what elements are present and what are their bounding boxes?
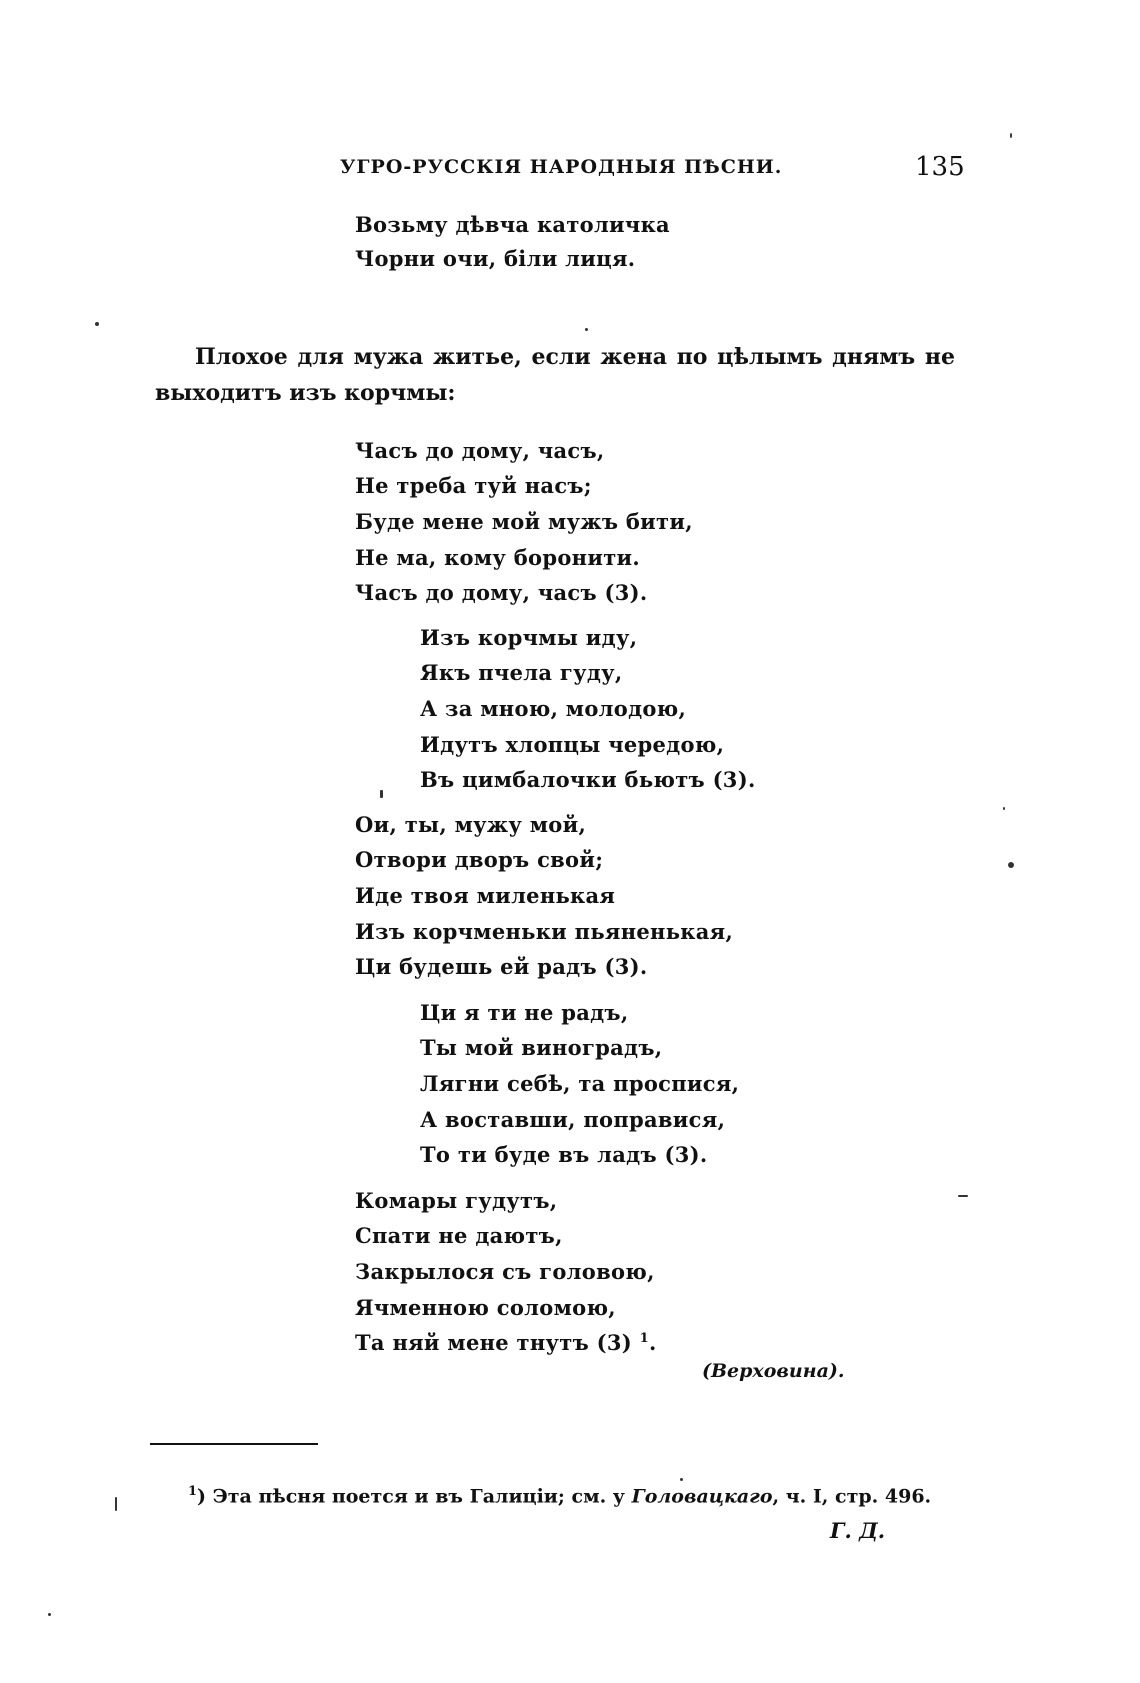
verse-line: Буде мене мой мужъ бити, [355, 509, 693, 534]
verse-line: Якъ пчела гуду, [420, 660, 623, 685]
footnote-mark: 1 [188, 1484, 198, 1499]
verse-line: Ои, ты, мужу мой, [355, 812, 587, 837]
verse-line: Часъ до дому, часъ (3). [355, 580, 648, 605]
scan-speck [115, 1497, 117, 1511]
footnote-cited-author: Головацкаго [631, 1485, 773, 1508]
verse-line: Отвори дворъ свой; [355, 847, 604, 872]
verse-line: Закрылося съ головою, [355, 1259, 655, 1284]
scan-speck [958, 1195, 968, 1197]
scan-speck [1003, 807, 1005, 810]
verse-line: Ячменною соломою, [355, 1295, 616, 1320]
verse-line: Спати не даютъ, [355, 1223, 563, 1248]
verse-line: Не ма, кому боронити. [355, 545, 641, 570]
verse-line: Возьму дѣвча католичка [355, 212, 670, 237]
intro-paragraph: Плохое для мужа житье, если жена по цѣлымъ днямъ не выходитъ изъ корчмы: [155, 344, 955, 406]
footnote [188, 1484, 931, 1507]
verse-line: Ты мой виноградъ, [420, 1035, 663, 1060]
footnote-signature: Г. Д. [830, 1518, 886, 1543]
verse-line: Не треба туй насъ; [355, 473, 592, 498]
verse-line: То ти буде въ ладъ (3). [420, 1142, 708, 1167]
verse-line [355, 1330, 657, 1355]
verse-line: А за мною, молодою, [420, 696, 687, 721]
verse-line: Изъ корчмы иду, [420, 625, 638, 650]
footnote-reference: 1 [639, 1331, 649, 1346]
verse-line: Комары гудутъ, [355, 1188, 558, 1213]
page-number: 135 [915, 152, 965, 182]
verse-line: Иде твоя миленькая [355, 883, 616, 908]
running-title: УГРО-РУССКІЯ НАРОДНЫЯ ПѢСНИ. [340, 156, 783, 178]
footnote-text-b: , ч. I, стр. 496. [772, 1485, 932, 1508]
scan-speck [680, 1478, 683, 1481]
verse-line: Идутъ хлопцы чередою, [420, 732, 725, 757]
footnote-divider [150, 1443, 318, 1445]
verse-line: Ци я ти не радъ, [420, 1000, 629, 1025]
verse-line: Ци будешь ей радъ (3). [355, 954, 648, 979]
scan-speck [1010, 133, 1012, 138]
verse-line: Чорни очи, біли лиця. [355, 246, 636, 271]
scan-speck [95, 322, 99, 326]
verse-line: Въ цимбалочки бьютъ (3). [420, 767, 756, 792]
verse-punct: . [649, 1330, 657, 1355]
verse-text: Та няй мене тнутъ (3) [355, 1330, 633, 1355]
footnote-text-a: ) Эта пѣсня поется и въ Галиціи; см. у [197, 1485, 632, 1508]
scan-speck [380, 790, 383, 798]
verse-line: А воставши, поправися, [420, 1107, 726, 1132]
source-attribution: (Верховина). [702, 1360, 845, 1382]
verse-line: Часъ до дому, часъ, [355, 438, 605, 463]
verse-line: Изъ корчменьки пьяненькая, [355, 919, 734, 944]
scan-speck [48, 1613, 51, 1616]
scan-speck [1008, 862, 1014, 868]
scan-speck [585, 328, 588, 331]
verse-line: Лягни себѣ, та проспися, [420, 1071, 740, 1096]
